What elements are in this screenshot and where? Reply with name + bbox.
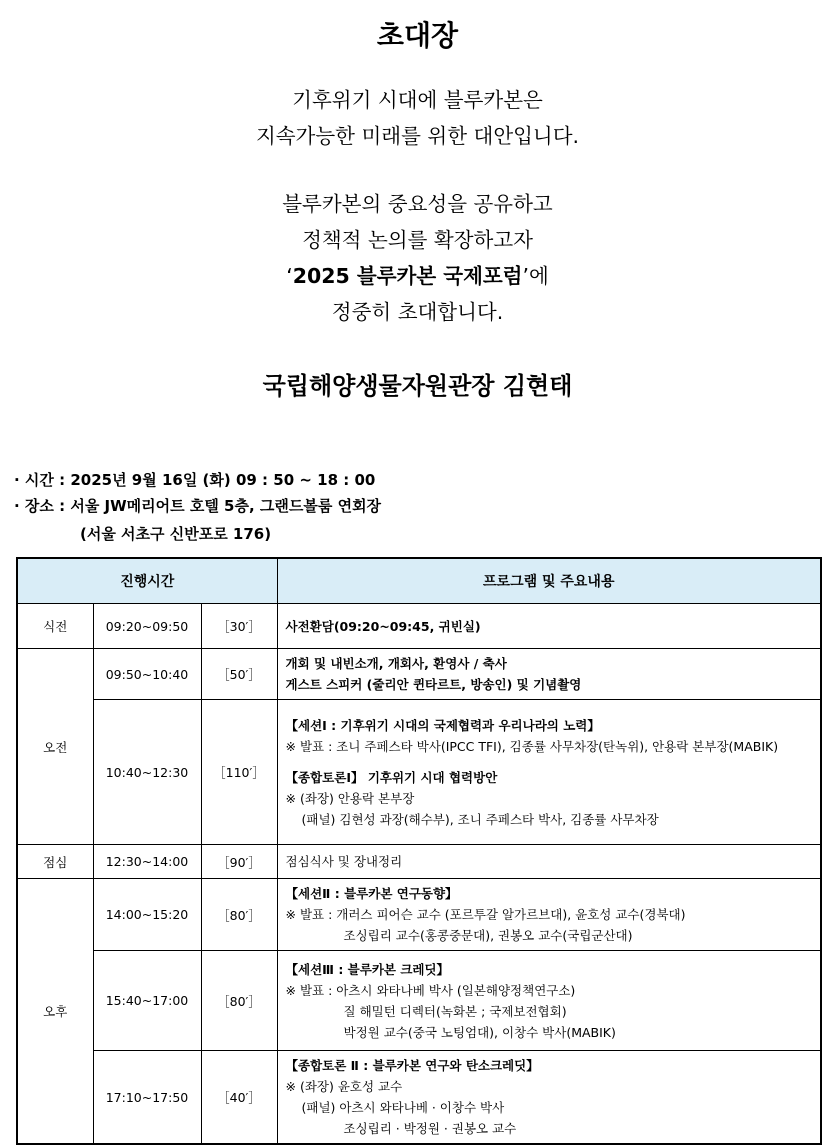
- time-cell: 17:10~17:50: [93, 1051, 201, 1145]
- program-line: ※ 발표 : 개러스 피어슨 교수 (포르투갈 알가르브대), 윤호성 교수(경북대): [285, 907, 686, 922]
- invitation-title: 초대장: [376, 19, 459, 52]
- event-place: · 장소 : 서울 JW메리어트 호텔 5층, 그랜드볼룸 연회장: [14, 497, 382, 515]
- program-line: 점심식사 및 장내정리: [285, 854, 403, 869]
- table-row: [17, 879, 821, 951]
- table-row: [17, 604, 821, 649]
- program-cell: [277, 951, 821, 1051]
- intro-paragraph-1: [0, 82, 835, 154]
- table-row: [17, 649, 821, 700]
- program-line: 박정원 교수(중국 노팅엄대), 이창수 박사(MABIK): [343, 1024, 616, 1040]
- program-line: 게스트 스피커 (줄리안 퀸타르트, 방송인) 및 기념촬영: [285, 677, 582, 692]
- program-line: (패널) 김현성 과장(해수부), 조니 주페스타 박사, 김종률 사무차장: [301, 811, 659, 827]
- program-cell: [277, 845, 821, 879]
- program-line: ※ (좌장) 윤호성 교수: [285, 1079, 403, 1094]
- event-time: · 시간 : 2025년 9월 16일 (화) 09 : 50 ~ 18 : 00: [14, 471, 376, 489]
- quote-open: ‘: [286, 264, 293, 288]
- intro-line-1: 기후위기 시대에 블루카본은: [292, 88, 543, 112]
- forum-name: 2025 블루카본 국제포럼: [292, 264, 523, 288]
- intro-line-5: [0, 258, 835, 294]
- program-line: 【종합토론Ⅰ】 기후위기 시대 협력방안: [285, 769, 498, 785]
- program-line: 개회 및 내빈소개, 개회사, 환영사 / 축사: [285, 656, 507, 671]
- section-cell: 식전: [17, 604, 93, 649]
- section-cell: 오전: [17, 649, 93, 845]
- intro-line-6: 정중히 초대합니다.: [331, 300, 504, 324]
- header-program: 프로그램 및 주요내용: [277, 558, 821, 604]
- program-cell: [277, 879, 821, 951]
- intro-line-2: 지속가능한 미래를 위한 대안입니다.: [255, 124, 580, 148]
- quote-close: ’에: [522, 264, 549, 288]
- program-table: [16, 557, 822, 1145]
- time-cell: 15:40~17:00: [93, 951, 201, 1051]
- program-line: 【세션Ⅲ : 블루카본 크레딧】: [285, 961, 450, 977]
- intro-line-4: 정책적 논의를 확장하고자: [302, 228, 533, 252]
- duration-cell: ［90′］: [201, 845, 277, 879]
- program-cell: [277, 700, 821, 845]
- table-row: [17, 951, 821, 1051]
- duration-cell: ［110′］: [201, 700, 277, 845]
- event-address: (서울 서초구 신반포로 176): [80, 525, 272, 543]
- section-cell: 점심: [17, 845, 93, 879]
- time-cell: 09:20~09:50: [93, 604, 201, 649]
- table-row: [17, 1051, 821, 1145]
- program-line: ※ 발표 : 아츠시 와타나베 박사 (일본해양정책연구소): [285, 982, 576, 998]
- duration-cell: ［50′］: [201, 649, 277, 700]
- program-cell: [277, 1051, 821, 1145]
- program-line: 질 해밀턴 디렉터(녹화본 ; 국제보전협회): [343, 1003, 567, 1019]
- time-cell: 14:00~15:20: [93, 879, 201, 951]
- program-line: ※ 발표 : 조니 주페스타 박사(IPCC TFI), 김종률 사무차장(탄녹위), 안용락 본부장(MABIK): [285, 738, 779, 754]
- program-line: ※ (좌장) 안용락 본부장: [285, 790, 415, 806]
- program-line: 【세션Ⅰ : 기후위기 시대의 국제협력과 우리나라의 노력】: [285, 717, 600, 733]
- table-row: [17, 700, 821, 845]
- program-line: (패널) 아츠시 와타나베 · 이창수 박사: [301, 1100, 505, 1115]
- time-cell: 12:30~14:00: [93, 845, 201, 879]
- header-time: 진행시간: [17, 558, 277, 604]
- program-cell: [277, 649, 821, 700]
- duration-cell: ［80′］: [201, 879, 277, 951]
- program-line: 【세션Ⅱ : 블루카본 연구동향】: [285, 886, 458, 901]
- duration-cell: ［40′］: [201, 1051, 277, 1145]
- duration-cell: ［30′］: [201, 604, 277, 649]
- program-cell: [277, 604, 821, 649]
- program-line: 사전환담(09:20~09:45, 귀빈실): [285, 618, 481, 634]
- table-row: [17, 845, 821, 879]
- section-cell: 오후: [17, 879, 93, 1145]
- signature: 국립해양생물자원관장 김현태: [262, 372, 573, 400]
- time-cell: 09:50~10:40: [93, 649, 201, 700]
- program-line: 조싱립리 교수(홍콩중문대), 권봉오 교수(국립군산대): [343, 928, 633, 943]
- program-line: 【종합토론 Ⅱ : 블루카본 연구와 탄소크레딧】: [285, 1058, 539, 1073]
- time-cell: 10:40~12:30: [93, 700, 201, 845]
- program-line: 조싱립리 · 박정원 · 권봉오 교수: [343, 1121, 517, 1136]
- duration-cell: ［80′］: [201, 951, 277, 1051]
- intro-paragraph-2: [0, 186, 835, 330]
- intro-line-3: 블루카본의 중요성을 공유하고: [282, 192, 553, 216]
- table-header-row: [17, 558, 821, 604]
